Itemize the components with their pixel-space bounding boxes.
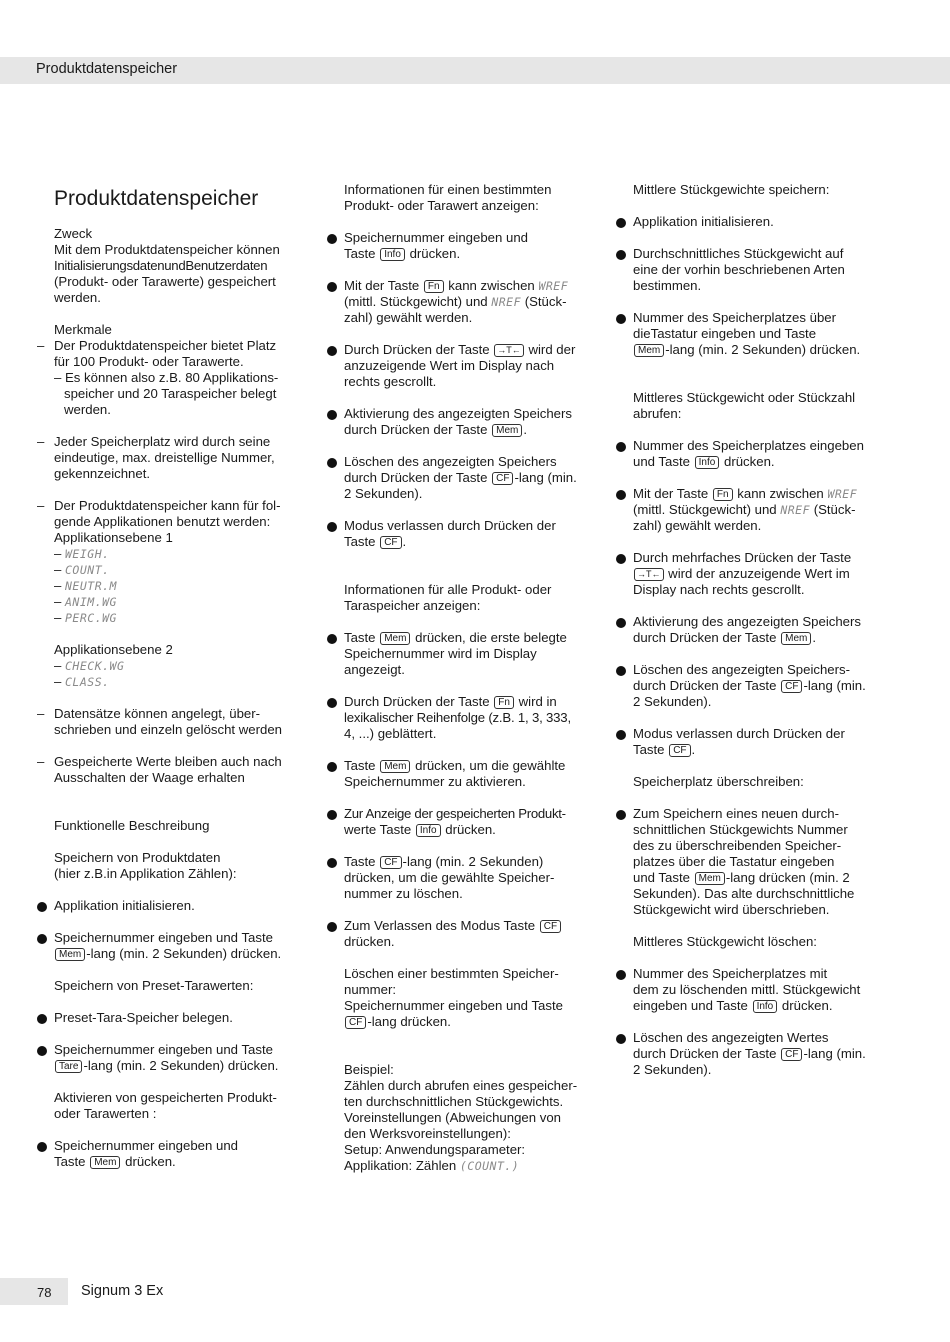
text-line: Mit dem Produktdatenspeicher können [54, 242, 280, 257]
text-line: anzuzeigende Wert im Display nach [344, 358, 555, 373]
mem-key-icon: Mem [380, 760, 410, 773]
text-line: bestimmen. [633, 278, 702, 293]
text-line: Taste [344, 246, 376, 261]
text-line: wird der [528, 342, 576, 357]
text-line: drücken. [781, 998, 833, 1013]
text-line: Taste [54, 1154, 86, 1169]
text-line: -lang (min. [803, 678, 866, 693]
text-line: Aktivieren von gespeicherten Produkt- [54, 1090, 277, 1105]
section-delete-one [344, 966, 584, 1030]
fn-key-icon: Fn [424, 280, 444, 293]
info-key-icon: Info [695, 456, 720, 469]
bullet-item [344, 454, 584, 502]
text-line: schrieben und einzeln gelöscht werden [54, 722, 282, 737]
text-line: Durch Drücken der Taste [344, 694, 490, 709]
bullet-item [54, 930, 294, 962]
heading-preset: Speichern von Preset-Tarawerten: [54, 978, 254, 993]
cf-key-icon: CF [380, 856, 401, 869]
text-line: drücken. [723, 454, 775, 469]
text-line: Speichernummer eingeben und Taste [54, 930, 273, 945]
cf-key-icon: CF [540, 920, 561, 933]
fn-key-icon: Fn [494, 696, 514, 709]
bullet-item [633, 486, 878, 534]
cf-key-icon: CF [781, 680, 802, 693]
heading-info-all [344, 582, 584, 614]
info-key-icon: Info [753, 1000, 778, 1013]
text-line: Taste [344, 534, 376, 549]
bullet-item [54, 1138, 294, 1170]
text-line: (Stück- [524, 294, 567, 309]
text-line: Löschen des angezeigten Wertes [633, 1030, 829, 1045]
text-line: und Taste [633, 870, 690, 885]
bullet-item [344, 278, 584, 326]
mem-key-icon: Mem [634, 344, 664, 357]
mem-key-icon: Mem [380, 632, 410, 645]
scroll-key-icon: →T← [634, 568, 664, 581]
text-line: Speichernummer eingeben und Taste [54, 1042, 273, 1057]
mem-key-icon: Mem [55, 948, 85, 961]
running-header: Produktdatenspeicher [36, 61, 178, 77]
text-line: 4, ...) geblättert. [344, 726, 437, 741]
text-line: eingeben und Taste [633, 998, 748, 1013]
text-line: nummer zu löschen. [344, 886, 463, 901]
footer-page-box [0, 1278, 68, 1305]
text-line: -lang (min. 2 Sekunden) drücken. [83, 1058, 279, 1073]
info-key-icon: Info [380, 248, 405, 261]
section-zweck [54, 226, 294, 306]
text-line: Taste [633, 742, 665, 757]
text-line: Stückgewicht wird überschrieben. [633, 902, 830, 917]
text-line: -lang (min. 2 Sekunden) [402, 854, 544, 869]
text-line: Nummer des Speicherplatzes mit [633, 966, 828, 981]
heading-zweck: Zweck [54, 226, 93, 241]
text-line: Durch Drücken der Taste [344, 342, 490, 357]
text-line: (mittl. Stückgewicht) und [344, 294, 488, 309]
text-line: Speichernummer zu aktivieren. [344, 774, 526, 789]
text-line: Zählen durch abrufen eines gespeicher- [344, 1078, 578, 1093]
text-line: Zum Speichern eines neuen durch- [633, 806, 839, 821]
text-line: wird in [518, 694, 557, 709]
heading-recall [633, 390, 878, 422]
text-line: dem zu löschenden mittl. Stückgewicht [633, 982, 861, 997]
text-line: (hier z.B.in Applikation Zählen): [54, 866, 237, 881]
text-line: Taraspeicher anzeigen: [344, 598, 481, 613]
text-line: drücken. [445, 822, 496, 837]
header-band [0, 57, 950, 84]
bullet-item [344, 854, 584, 902]
text-line: Durchschnittliches Stückgewicht auf [633, 246, 844, 261]
text-line: Produkt- oder Tarawert anzeigen: [344, 198, 539, 213]
bullet-item [633, 438, 878, 470]
text-line: drücken, um die gewählte Speicher- [344, 870, 555, 885]
feature-item [54, 498, 294, 690]
text-line: Applikationsebene 2 [54, 642, 173, 657]
lcd-nref: NREF [780, 503, 811, 517]
text-line: dieTastatur eingeben und Taste [633, 326, 817, 341]
bullet-item [633, 310, 878, 358]
lcd-nref: NREF [491, 295, 522, 309]
text-line: – Jeder Speicherplatz wird durch seine [54, 434, 271, 449]
scroll-key-icon: →T← [494, 344, 524, 357]
text-line: Löschen einer bestimmten Speicher- [344, 966, 559, 981]
bullet-item [344, 806, 584, 838]
heading-aktivieren [54, 1090, 294, 1122]
page-title: Produktdatenspeicher [54, 187, 259, 210]
text-line: und Taste [633, 454, 690, 469]
text-line: . [812, 630, 817, 645]
bullet-item [344, 694, 584, 742]
text-line: kann zwischen [448, 278, 535, 293]
text-line: Durch mehrfaches Drücken der Taste [633, 550, 852, 565]
heading-mid-store: Mittlere Stückgewichte speichern: [633, 182, 830, 197]
text-line: drücken, um die gewählte [415, 758, 566, 773]
column-left [54, 182, 294, 1186]
mem-key-icon: Mem [781, 632, 811, 645]
text-line: Display nach rechts gescrollt. [633, 582, 805, 597]
cf-key-icon: CF [380, 536, 401, 549]
cf-key-icon: CF [669, 744, 690, 757]
lcd-count-paren: (COUNT.) [459, 1159, 520, 1173]
text-line: drücken. [344, 934, 395, 949]
text-line: Zur Anzeige der gespeicherten Produkt- [344, 806, 566, 821]
heading-overwrite: Speicherplatz überschreiben: [633, 774, 804, 789]
text-line: -lang drücken (min. 2 [725, 870, 850, 885]
feature-subitem [54, 370, 294, 418]
bullet-item [633, 966, 878, 1014]
text-line: Applikationsebene 1 [54, 530, 173, 545]
lcd-perc: PERC.WG [65, 611, 117, 625]
bullet-item: Preset-Tara-Speicher belegen. [54, 1010, 294, 1026]
text-line: nummer: [344, 982, 397, 997]
text-line: Löschen des angezeigten Speichers [344, 454, 557, 469]
section-example [344, 1062, 584, 1174]
text-line: lexikalischer Reihenfolge (z.B. 1, 3, 333, [344, 710, 571, 725]
text-line: Modus verlassen durch Drücken der [344, 518, 556, 533]
bullet-item [344, 630, 584, 678]
bullet-item [633, 246, 878, 294]
text-line: Taste [344, 854, 376, 869]
column-right [633, 182, 878, 1094]
lcd-wref: WREF [538, 279, 569, 293]
text-line: Voreinstellungen (Abweichungen von [344, 1110, 562, 1125]
heading-merkmale: Merkmale [54, 322, 112, 337]
text-line: angezeigt. [344, 662, 405, 677]
app-level-2-list: – CHECK.WG – CLASS. [54, 658, 125, 689]
text-line: zahl) gewählt werden. [344, 310, 473, 325]
text-line: ten durchschnittlichen Stückgewichts. [344, 1094, 564, 1109]
text-line: speicher und 20 Taraspeicher belegt [64, 386, 277, 401]
text-line: -lang (min. 2 Sekunden) drücken. [665, 342, 861, 357]
text-line: durch Drücken der Taste [344, 422, 488, 437]
text-line: Mit der Taste [344, 278, 420, 293]
lcd-count: COUNT. [65, 563, 110, 577]
text-line: -lang (min. [803, 1046, 866, 1061]
text-line: (Produkt- oder Tarawerte) gespeichert [54, 274, 276, 289]
text-line: kann zwischen [737, 486, 824, 501]
footer-product-name: Signum 3 Ex [81, 1283, 164, 1299]
tare-key-icon: Tare [55, 1060, 82, 1073]
text-line: für 100 Produkt- oder Tarawerte. [54, 354, 244, 369]
text-line: drücken, die erste belegte [415, 630, 567, 645]
text-line: Setup: Anwendungsparameter: [344, 1142, 526, 1157]
text-line: – Es können also z.B. 80 Applikations- [54, 370, 279, 385]
bullet-item [344, 518, 584, 550]
text-line: eindeutige, max. dreistellige Nummer, [54, 450, 275, 465]
text-line: Nummer des Speicherplatzes über [633, 310, 837, 325]
text-line: Speichernummer eingeben und [54, 1138, 239, 1153]
text-line: . [691, 742, 696, 757]
bullet-item [633, 550, 878, 598]
text-line: -lang (min. [514, 470, 577, 485]
app-level-1-list: – WEIGH. – COUNT. – NEUTR.M – ANIM.WG – PERC.WG [54, 546, 117, 625]
text-line: drücken. [125, 1154, 176, 1169]
text-line: InitialisierungsdatenundBenutzerdaten [54, 258, 268, 273]
bullet-item [344, 230, 584, 262]
lcd-neutr: NEUTR.M [65, 579, 117, 593]
text-line: durch Drücken der Taste [633, 678, 777, 693]
text-line: Aktivierung des angezeigten Speichers [344, 406, 572, 421]
text-line: gekennzeichnet. [54, 466, 151, 481]
text-line: Applikation: Zählen [344, 1158, 457, 1173]
mem-key-icon: Mem [492, 424, 522, 437]
text-line: – Der Produktdatenspeicher bietet Platz [54, 338, 277, 353]
lcd-wref: WREF [827, 487, 858, 501]
bullet-item [633, 726, 878, 758]
cf-key-icon: CF [345, 1016, 366, 1029]
text-line: – Datensätze können angelegt, über- [54, 706, 261, 721]
text-line: Nummer des Speicherplatzes eingeben [633, 438, 864, 453]
text-line: – Gespeicherte Werte bleiben auch nach [54, 754, 282, 769]
feature-item [54, 706, 294, 738]
bullet-item [633, 1030, 878, 1078]
lcd-class: CLASS. [65, 675, 110, 689]
text-line: des zu überschreibenden Speicher- [633, 838, 842, 853]
text-line: (mittl. Stückgewicht) und [633, 502, 777, 517]
lcd-weigh: WEIGH. [65, 547, 110, 561]
cf-key-icon: CF [781, 1048, 802, 1061]
text-line: schnittlichen Stückgewichts Nummer [633, 822, 848, 837]
text-line: Speichernummer eingeben und [344, 230, 529, 245]
cf-key-icon: CF [492, 472, 513, 485]
text-line: abrufen: [633, 406, 682, 421]
bullet-item: Applikation initialisieren. [54, 898, 294, 914]
text-line: werden. [64, 402, 111, 417]
feature-item [54, 754, 294, 786]
text-line: Taste [344, 630, 376, 645]
text-line: Löschen des angezeigten Speichers- [633, 662, 851, 677]
text-line: Informationen für einen bestimmten [344, 182, 552, 197]
text-line: werden. [54, 290, 101, 305]
heading-info-single [344, 182, 584, 214]
bullet-item [344, 406, 584, 438]
text-line: (Stück- [813, 502, 856, 517]
feature-item [54, 434, 294, 482]
text-line: -lang (min. 2 Sekunden) drücken. [86, 946, 282, 961]
text-line: Ausschalten der Waage erhalten [54, 770, 245, 785]
text-line: Beispiel: [344, 1062, 394, 1077]
text-line: Speichern von Produktdaten [54, 850, 221, 865]
text-line: 2 Sekunden). [633, 694, 712, 709]
text-line: eine der vorhin beschriebenen Arten [633, 262, 845, 277]
text-line: zahl) gewählt werden. [633, 518, 762, 533]
text-line: durch Drücken der Taste [633, 1046, 777, 1061]
text-line: Speichernummer eingeben und Taste [344, 998, 563, 1013]
text-line: rechts gescrollt. [344, 374, 437, 389]
text-line: 2 Sekunden). [344, 486, 423, 501]
text-line: oder Tarawerten : [54, 1106, 157, 1121]
text-line: drücken. [409, 246, 461, 261]
text-line: 2 Sekunden). [633, 1062, 712, 1077]
text-line: Sekunden). Das alte durchschnittliche [633, 886, 855, 901]
heading-funktion: Funktionelle Beschreibung [54, 818, 210, 833]
bullet-item [344, 758, 584, 790]
bullet-item [633, 806, 878, 918]
text-line: Modus verlassen durch Drücken der [633, 726, 845, 741]
bullet-item [633, 662, 878, 710]
info-key-icon: Info [416, 824, 441, 837]
text-line: platzes über die Tastatur eingeben [633, 854, 835, 869]
feature-item [54, 338, 294, 418]
text-line: Speichernummer wird im Display [344, 646, 537, 661]
lcd-check: CHECK.WG [65, 659, 125, 673]
bullet-item: Applikation initialisieren. [633, 214, 878, 230]
text-line: durch Drücken der Taste [344, 470, 488, 485]
bullet-item [344, 918, 584, 950]
page-number: 78 [37, 1285, 52, 1300]
text-line: Zum Verlassen des Modus Taste [344, 918, 536, 933]
lcd-anim: ANIM.WG [65, 595, 117, 609]
heading-speichern [54, 850, 294, 882]
text-line: gende Applikationen benutzt werden: [54, 514, 271, 529]
text-line: Taste [344, 758, 376, 773]
fn-key-icon: Fn [713, 488, 733, 501]
text-line: durch Drücken der Taste [633, 630, 777, 645]
mem-key-icon: Mem [695, 872, 725, 885]
text-line: – Der Produktdatenspeicher kann für fol- [54, 498, 281, 513]
text-line: . [523, 422, 528, 437]
text-line: Aktivierung des angezeigten Speichers [633, 614, 861, 629]
bullet-item [344, 342, 584, 390]
column-middle [344, 182, 584, 1174]
text-line: Mit der Taste [633, 486, 709, 501]
text-line: werte Taste [344, 822, 412, 837]
text-line: wird der anzuzeigende Wert im [668, 566, 850, 581]
mem-key-icon: Mem [90, 1156, 120, 1169]
bullet-item [633, 614, 878, 646]
bullet-item [54, 1042, 294, 1074]
text-line: -lang drücken. [367, 1014, 451, 1029]
text-line: Mittleres Stückgewicht oder Stückzahl [633, 390, 856, 405]
text-line: den Werksvoreinstellungen): [344, 1126, 511, 1141]
text-line: Informationen für alle Produkt- oder [344, 582, 552, 597]
text-line: . [402, 534, 407, 549]
heading-delete-mid: Mittleres Stückgewicht löschen: [633, 934, 817, 949]
